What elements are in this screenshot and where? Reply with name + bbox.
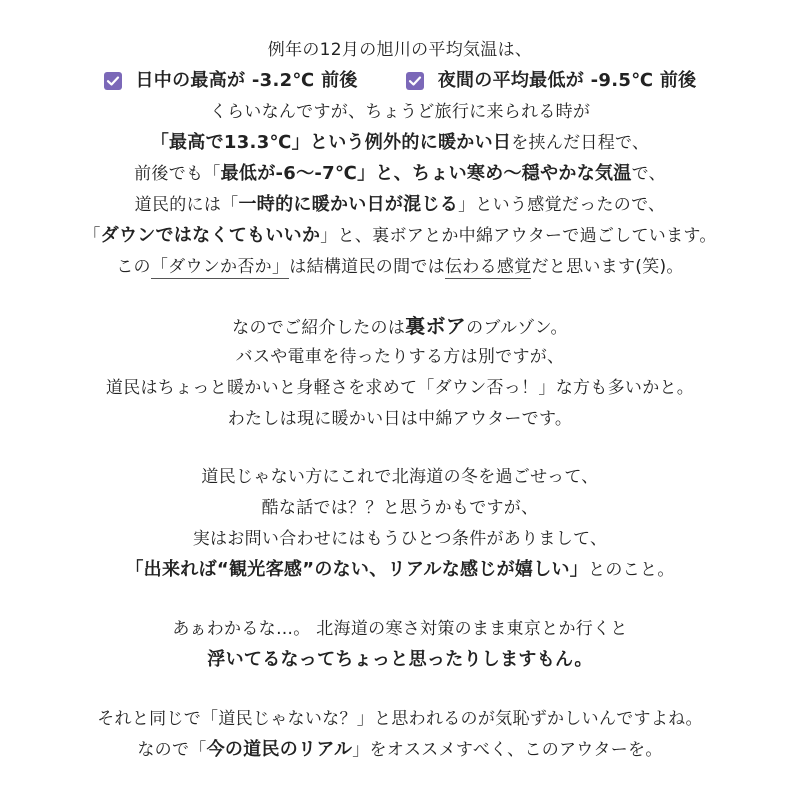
text-span: を挟んだ日程で、 (511, 133, 650, 153)
checklist-label: 日中の最高が -3.2℃ 前後 (135, 70, 358, 91)
text-line (0, 707, 800, 731)
text-line (0, 738, 800, 762)
text-span: 酷な話では？？と思うかもですが、 (261, 498, 539, 518)
text-span: 実はお問い合わせにはもうひとつ条件がありまして、 (192, 529, 608, 549)
emphasis-text: 一時的に暖かい日が混じる (238, 194, 459, 215)
text-line (0, 100, 800, 124)
text-line (0, 224, 800, 248)
text-span: 前後でも「 (134, 164, 221, 184)
text-span: 」と、裏ボアとか中綿アウターで過ごしています。 (320, 226, 717, 246)
checklist-item-daytime (104, 69, 358, 93)
text-line (0, 496, 800, 520)
text-span: 例年の12月の旭川の平均気温は、 (267, 40, 533, 60)
text-span: は結構道民の間では (289, 257, 445, 277)
text-span: この (116, 257, 151, 277)
text-span: なのでご紹介したのは (232, 318, 406, 338)
text-span: 「 (83, 226, 101, 246)
text-span: 」という感覚だったので、 (458, 195, 666, 215)
checklist-row (0, 69, 800, 93)
emphasis-text: ダウンではなくてもいいか (100, 225, 321, 246)
text-span: それと同じで「道民じゃないな？」と思われるのが気恥ずかしいんですよね。 (97, 709, 703, 729)
underlined-text: 伝わる感覚 (444, 257, 532, 277)
text-line (0, 617, 800, 641)
text-line (0, 527, 800, 551)
text-span: とのこと。 (588, 560, 675, 580)
emphasis-text: 浮いてるなってちょっと思ったりしますもん。 (207, 649, 593, 670)
text-span: のブルゾン。 (466, 318, 568, 338)
checkbox-checked-icon (104, 72, 122, 90)
text-line (0, 38, 800, 62)
checklist-item-night (406, 69, 697, 93)
text-span: 道民的には「 (134, 195, 239, 215)
text-span: で、 (631, 164, 666, 184)
text-line (0, 314, 800, 340)
emphasis-text: 「最高で13.3℃」という例外的に暖かい日 (150, 132, 512, 153)
checkbox-checked-icon (406, 72, 424, 90)
text-line (0, 345, 800, 369)
text-span: 道民じゃない方にこれで北海道の冬を過ごせって、 (201, 467, 599, 487)
text-span: だと思います(笑)。 (531, 257, 684, 277)
underlined-text: 「ダウンか否か」 (150, 257, 290, 277)
text-line (0, 162, 800, 186)
text-line (0, 193, 800, 217)
text-span: あぁわかるな…。 北海道の寒さ対策のまま東京とか行くと (172, 619, 628, 639)
text-span: わたしは現に暖かい日は中綿アウターです。 (227, 409, 573, 429)
text-span: なので「 (137, 740, 207, 760)
emphasis-text: 今の道民のリアル (206, 739, 353, 760)
emphasis-text: 」と、ちょい寒め～穏やかな気温 (357, 163, 632, 184)
text-line (0, 648, 800, 672)
text-line (0, 407, 800, 431)
text-line (0, 131, 800, 155)
text-span: 」をオススメすべく、このアウターを。 (352, 740, 663, 760)
text-line (0, 558, 800, 582)
emphasis-text: 裏ボア (405, 314, 467, 338)
text-span: 道民はちょっと暖かいと身軽さを求めて「ダウン否っ！」な方も多いかと。 (105, 378, 695, 398)
emphasis-text: 「出来れば“観光客感”のない、リアルな感じが嬉しい」 (125, 559, 589, 580)
text-line (0, 255, 800, 279)
emphasis-text: 最低が-6～-7℃ (220, 163, 358, 184)
text-line (0, 465, 800, 489)
checklist-label: 夜間の平均最低が -9.5℃ 前後 (437, 70, 697, 91)
text-span: くらいなんですが、ちょうど旅行に来られる時が (209, 102, 591, 122)
text-line (0, 376, 800, 400)
text-span: バスや電車を待ったりする方は別ですが、 (235, 347, 565, 367)
